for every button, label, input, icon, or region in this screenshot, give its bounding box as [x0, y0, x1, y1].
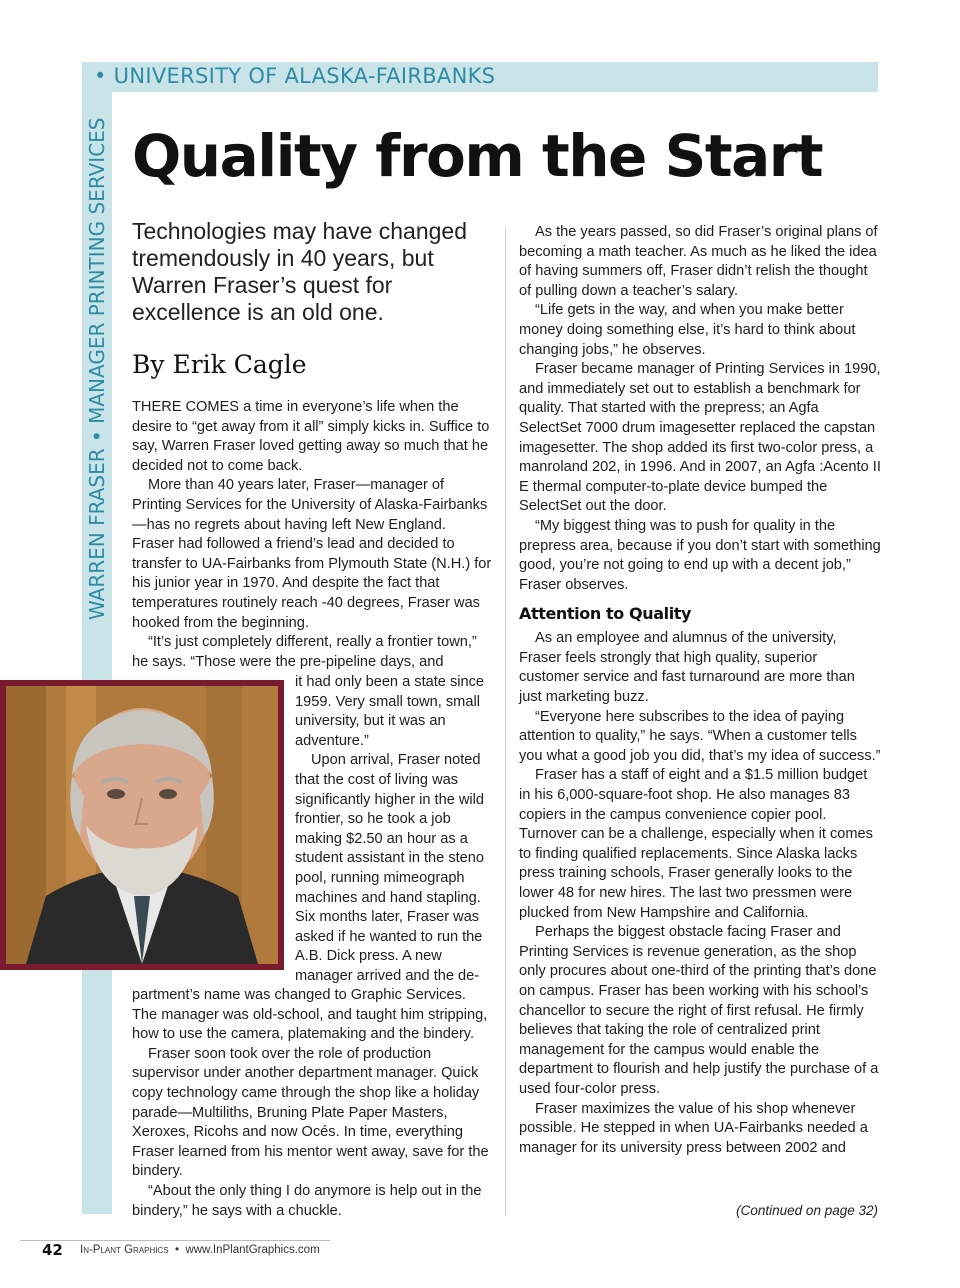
page-number: 42 [42, 1241, 63, 1259]
paragraph: “My biggest thing was to push for quality in the prepress area, because if you don’t start with something good, you’re not going to end up with a decent job,” Fraser observes. [519, 517, 881, 593]
paragraph: it had only been a state since 1959. Very small town, small university, but it was an adventure.” [295, 674, 485, 749]
footer-rule [20, 1240, 330, 1241]
paragraph: As an employee and alumnus of the university, Fraser feels strongly that high quality, superior customer service and fast turnaround are more than just marketing buzz. [519, 630, 855, 706]
paragraph: As the years passed, so did Fraser’s original plans of becoming a math teacher. As much as he liked the idea of having summers off, Fraser didn’t relish the thought of pulling down a teacher’s salary. [519, 224, 878, 299]
side-label: WARREN FRASER • MANAGER PRINTING SERVICES [85, 117, 109, 620]
left-column-top [132, 398, 492, 672]
paragraph: Fraser soon took over the role of production supervisor under another department manager. Quick copy technology came through the shop like a holiday parade—Multiliths, Bruning Plate Paper Masters, Xeroxes, Ricohs and now Océs. In time, everything Fraser learned from his mentor went away, save for the bindery. [132, 1045, 489, 1180]
section-band [82, 62, 878, 92]
paragraph: “About the only thing I do anymore is help out in the bindery,” he says with a chuckle. [132, 1182, 482, 1219]
paragraph: THERE COMES a time in everyone’s life when the desire to “get away from it all” simply kicks in. Suffice to say, Warren Fraser loved getting away so much that he decided not to come back. [132, 399, 490, 474]
website-link[interactable]: www.InPlantGraphics.com [185, 1244, 320, 1256]
paragraph: “Life gets in the way, and when you make better money doing something else, it’s hard to think about changing jobs,” he observes. [519, 302, 856, 358]
footer-separator: • [175, 1244, 180, 1256]
article-deck: Technologies may have changed tremendously in 40 years, but Warren Fraser’s quest for excellence is an old one. [132, 218, 468, 325]
column-divider [505, 228, 506, 1216]
paragraph: “It’s just completely different, really a frontier town,” he says. “Those were the pre-pipeline days, and [132, 634, 477, 670]
paragraph: Fraser has a staff of eight and a $1.5 million budget in his 6,000-square-foot shop. He also manages 83 copiers in the campus convenience copier pool. Turnover can be a challenge, especially when it comes to finding qualified replacements. Since Alaska lacks press training schools, Fraser generally looks to the lower 48 for new hires. The last two pressmen were plucked from New Hampshire and California. [519, 767, 873, 921]
paragraph: partment’s name was changed to Graphic Services. The manager was old-school, and taught him stripping, how to use the camera, platemaking and the bindery. [132, 987, 488, 1043]
section-label: • UNIVERSITY OF ALASKA-FAIRBANKS [94, 64, 496, 88]
paragraph: “Everyone here subscribes to the idea of paying attention to quality,” he says. “When a customer tells you what a good job you did, that’s my idea of success.” [519, 708, 881, 764]
article-byline: By Erik Cagle [132, 350, 307, 379]
paragraph: Fraser maximizes the value of his shop whenever possible. He stepped in when UA-Fairbanks needed a manager for its university press between 2002 and [519, 1100, 868, 1156]
paragraph: Fraser became manager of Printing Services in 1990, and immediately set out to establish a benchmark for quality. That started with the prepress; an Agfa SelectSet 7000 drum imagesetter replaced the capstan imagesetter. The shop added its first two-color press, a manroland 202, in 1996. And in 2007, an Agfa :Acento II E thermal computer-to-plate device bumped the SelectSet out the door. [519, 361, 881, 515]
portrait-photo [0, 680, 284, 970]
paragraph: Perhaps the biggest obstacle facing Fraser and Printing Services is revenue generation, as the shop only procures about one-third of the printing that’s done on campus. Fraser has been working with his school’s chancellor to secure the right of first refusal. He firmly believes that taking the role of centralized print management for the campus would enable the department to flourish and help justify the purchase of a used four-color press. [519, 924, 879, 1097]
paragraph: Upon arrival, Fraser noted that the cost of living was significantly higher in the wild frontier, so he took a job making $2.50 an hour as a student assistant in the steno pool, running mimeograph machines and hand stapling. Six months later, Fraser was asked if he wanted to run the A.B. Dick press. A new manager arrived and the de- [295, 752, 485, 984]
left-column-wrap [295, 673, 492, 987]
section-subhead: Attention to Quality [519, 604, 692, 624]
publication-name: In-Plant Graphics [80, 1244, 169, 1256]
right-column [519, 223, 881, 1158]
continued-note: (Continued on page 32) [736, 1203, 878, 1218]
paragraph: More than 40 years later, Fraser—manager of Printing Services for the University of Alaska-Fairbanks—has no regrets about having left New England. Fraser had followed a friend’s lead and decided to transfer to UA-Fairbanks from Plymouth State (N.H.) for his junior year in 1970. And despite the fact that temperatures routinely reach -40 degrees, Fraser was hooked from the beginning. [132, 477, 492, 631]
left-column-bottom [132, 986, 492, 1221]
portrait-image [6, 686, 278, 964]
article-headline: Quality from the Start [132, 122, 823, 190]
footer-folio [80, 1244, 320, 1256]
